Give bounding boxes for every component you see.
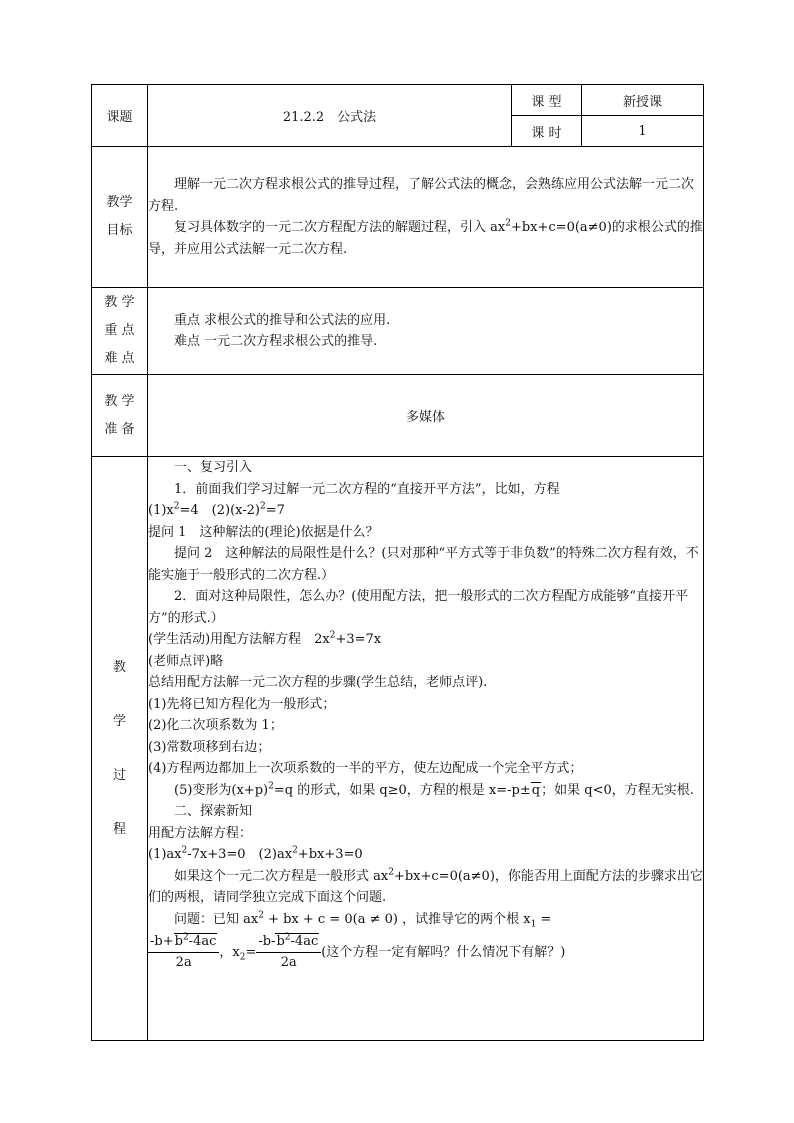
prep-label: 教 学 准 备: [92, 375, 148, 457]
process-label: 教 学 过 程: [92, 457, 148, 1041]
quadratic-formula: $\frac{-b+b^2-4ac}{2a}$ ，$x_2=$ $\frac{-b-b^2-4ac}{2a}$ (这个方程一定有解吗？什么情况下有解？): [148, 932, 703, 973]
goal-paragraph: 复习具体数字的一元二次方程配方法的解题过程，引入 $ax^2+bx+c=0(a\ne 0)$的求根公式的推导，并应用公式法解一元二次方程.: [148, 218, 703, 257]
goals-content: [148, 147, 704, 288]
prep-value: 多媒体: [148, 375, 704, 457]
difficult-point: 难点 一元二次方程求根公式的推导.: [174, 334, 378, 349]
section-heading: 二、探索新知: [174, 804, 253, 819]
class-hours-label: 课 时: [512, 116, 582, 147]
root-x2-fraction: $\frac{-b-b^2-4ac}{2a}$: [256, 932, 321, 973]
step-item: (5)变形为$(x+p)^2=q$ 的形式，如果 q≥0，方程的根是 x=-p±q；如果 q<0，方程无实根.: [174, 781, 694, 798]
class-hours-value: 1: [582, 116, 704, 147]
step-item: (4)方程两边都加上一次项系数的一半的平方，使左边配成一个完全平方式；: [148, 761, 583, 776]
lesson-type-value: 新授课: [582, 85, 704, 116]
keypoints-label: 教 学 重 点 难 点: [92, 288, 148, 375]
root-x1-fraction: $\frac{-b+b^2-4ac}{2a}$: [148, 932, 219, 973]
question-line: 问题：已知 $ax^2$ + bx + c = 0(a ≠ 0) ，试推导它的两个根 $x_1$ =: [174, 910, 552, 930]
key-point: 重点 求根公式的推导和公式法的应用.: [174, 312, 391, 328]
lesson-type-label: 课 型: [512, 85, 582, 116]
goal-paragraph: 理解一元二次方程求根公式的推导过程，了解公式法的概念，会熟练应用公式法解一元二次方程.: [148, 177, 695, 214]
subject-label: 课题: [92, 85, 148, 147]
lesson-title: 21.2.2 公式法: [148, 85, 512, 147]
section-heading: 一、复习引入: [174, 460, 253, 475]
step-item: (3)常数项移到右边；: [148, 739, 271, 755]
goals-label: 教学 目标: [92, 147, 148, 288]
step-item: (1)先将已知方程化为一般形式；: [148, 696, 336, 712]
step-item: (2)化二次项系数为 1；: [148, 718, 283, 733]
lesson-plan-table: [91, 84, 704, 1041]
process-content: 一、复习引入 1．前面我们学习过解一元二次方程的“直接开平方法”，比如，方程 $(1)x^2=4$ $(2)(x-2)^2=7$ 提问 1 这种解法的(理论)依据是什么？ 提问 2 这种解法的局限性是什么？(只对那种“平方式等于非负数”的特殊二次方程有效，不能实施于一般形式的二次方程.） 2．面对这种局限性，怎么办？(使用配方法，把一般形式的二次方程配方成能够“直接开平方”的形式.） (学生活动)用配方法解方程 $2x^2+3=7x$ (老师点评)略 总结用配方法解一元二次方程的步骤(学生总结，老师点评). (1)先将已知方程化为一般形式； (2)化二次项系数为 1； (3)常数项移到右边； (4)方程两边都加上一次项系数的一半的平方，使左边配成一个完全平方式； (5)变形为$(x+p)^2=q$ 的形式，如果 q≥0，方程的根是 x=-p±q；如果 q<0，方程无实根. 二、探索新知 用配方法解方程： $(1)ax^2-7x+3=0$ $(2)ax^2+bx+3=0$ 如果这个一元二次方程是一般形式 $ax^2+bx+c=0(a\ne 0)$，你能否用上面配方法的步骤求出它们的两根，请同学独立完成下面这个问题. 问题：已知 $ax^2$ + bx + c = 0(a ≠ 0) ，试推导它的两个根 $x_1$ = $\frac{-b+b^2-4ac}{2a}$ ，$x_2=$ $\frac{-b-b^2-4ac}{2a}$ (这个方程一定有解吗？什么情况下有解？): [148, 457, 704, 1041]
keypoints-content: [148, 288, 704, 375]
